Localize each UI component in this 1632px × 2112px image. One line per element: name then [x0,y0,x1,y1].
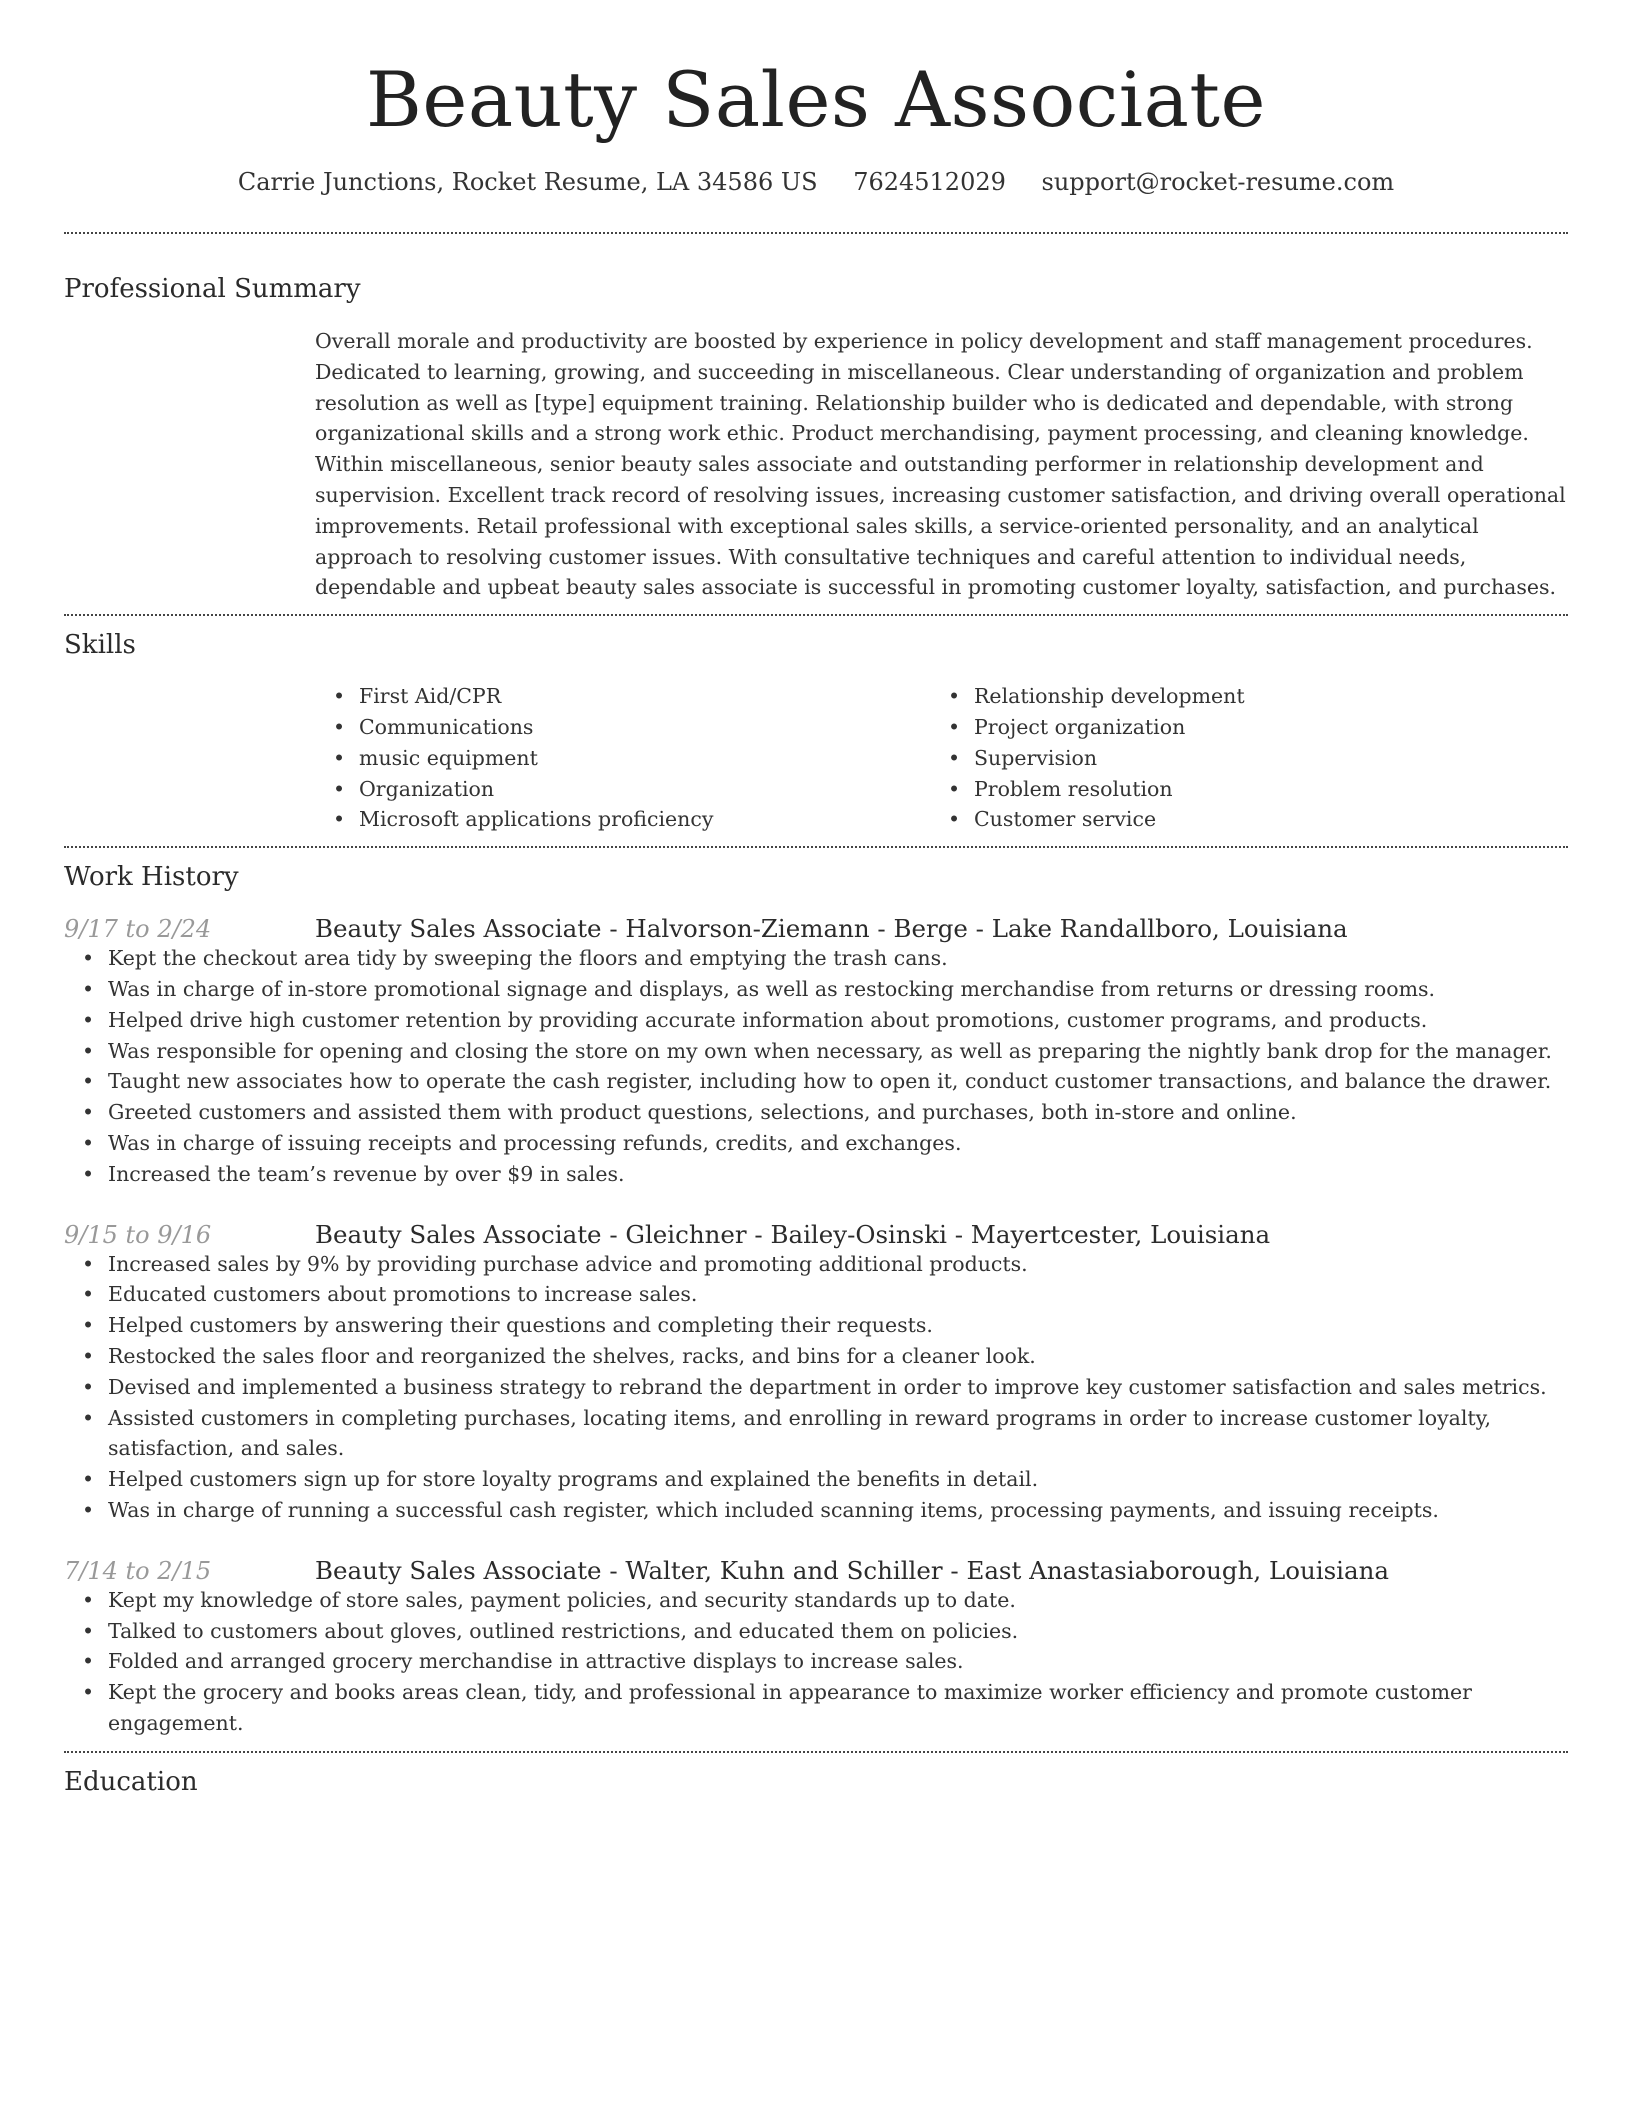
job-entry [64,1556,1568,1739]
job-duty-item: • Restocked the sales floor and reorganized the shelves, racks, and bins for a cleaner look. [64,1341,1568,1372]
skill-item: • music equipment [315,743,930,774]
job-duty-item: • Kept the grocery and books areas clean, tidy, and professional in appearance to maximize worker efficiency and promote customer engagement. [64,1677,1568,1739]
skill-item: • Customer service [930,804,1545,835]
contact-phone: 7624512029 [853,168,1006,196]
skills-section [315,681,1568,835]
job-duty-item: • Folded and arranged grocery merchandise in attractive displays to increase sales. [64,1646,1568,1677]
job-duty-item: • Talked to customers about gloves, outlined restrictions, and educated them on policies. [64,1616,1568,1647]
skill-item: • First Aid/CPR [315,681,930,712]
section-divider [64,232,1568,234]
job-duties-list [64,943,1568,1189]
section-divider [64,846,1568,848]
job-duty-item: • Taught new associates how to operate the cash register, including how to open it, conduct customer transactions, and balance the drawer. [64,1066,1568,1097]
education-section-title: Education [64,1766,198,1797]
job-dates: 9/15 to 9/16 [64,1220,212,1249]
job-duty-item: • Was in charge of issuing receipts and processing refunds, credits, and exchanges. [64,1128,1568,1159]
skill-item: • Problem resolution [930,774,1545,805]
job-entry [64,914,1568,1189]
summary-section [315,326,1568,603]
job-duty-item: • Devised and implemented a business strategy to rebrand the department in order to improve key customer satisfaction and sales metrics. [64,1372,1568,1403]
skill-item: • Supervision [930,743,1545,774]
job-duties-list [64,1249,1568,1526]
contact-email: support@rocket-resume.com [1041,168,1395,196]
job-title: Beauty Sales Associate - Gleichner - Bailey-Osinski - Mayertcester, Louisiana [315,1219,1271,1249]
work-section-title: Work History [64,862,239,893]
skill-item: • Project organization [930,712,1545,743]
job-duty-item: • Educated customers about promotions to increase sales. [64,1279,1568,1310]
job-duty-item: • Kept the checkout area tidy by sweeping the floors and emptying the trash cans. [64,943,1568,974]
job-header [64,1220,1568,1249]
skill-item: • Organization [315,774,930,805]
job-duty-item: • Helped customers by answering their questions and completing their requests. [64,1310,1568,1341]
section-divider [64,1751,1568,1753]
job-duty-item: • Was in charge of in-store promotional signage and displays, as well as restocking merchandise from returns or dressing rooms. [64,974,1568,1005]
resume-page [64,0,1568,2112]
summary-section-title: Professional Summary [64,274,361,304]
skill-item: • Relationship development [930,681,1545,712]
job-duty-item: • Greeted customers and assisted them with product questions, selections, and purchases, both in-store and online. [64,1097,1568,1128]
section-divider [64,614,1568,616]
skill-item: • Communications [315,712,930,743]
job-duty-item: • Increased sales by 9% by providing purchase advice and promoting additional products. [64,1249,1568,1280]
contact-line [64,166,1568,198]
skills-list-left [315,681,930,835]
contact-address: Carrie Junctions, Rocket Resume, LA 34586 US [237,168,818,196]
job-entry [64,1220,1568,1526]
job-duty-item: • Was in charge of running a successful cash register, which included scanning items, processing payments, and issuing receipts. [64,1495,1568,1526]
skills-list-right [930,681,1545,835]
job-duty-item: • Increased the team’s revenue by over $9 in sales. [64,1159,1568,1190]
job-duty-item: • Was responsible for opening and closing the store on my own when necessary, as well as preparing the nightly bank drop for the manager. [64,1036,1568,1067]
job-title: Beauty Sales Associate - Halvorson-Ziemann - Berge - Lake Randallboro, Louisiana [315,914,1348,944]
skills-section-title: Skills [64,630,136,661]
job-duty-item: • Assisted customers in completing purchases, locating items, and enrolling in reward programs in order to increase customer loyalty, satisfaction, and sales. [64,1403,1568,1465]
job-duty-item: • Helped customers sign up for store loyalty programs and explained the benefits in detail. [64,1464,1568,1495]
job-dates: 7/14 to 2/15 [64,1556,212,1585]
job-duty-item: • Kept my knowledge of store sales, payment policies, and security standards up to date. [64,1585,1568,1616]
job-duties-list [64,1585,1568,1739]
job-duty-item: • Helped drive high customer retention by providing accurate information about promotions, customer programs, and products. [64,1005,1568,1036]
resume-name-heading: Beauty Sales Associate [366,55,1266,144]
job-dates: 9/17 to 2/24 [64,915,212,944]
summary-text: Overall morale and productivity are boosted by experience in policy development and staff management procedures. Dedicated to learning, growing, and succeeding in miscellaneous. Clear understanding of organization and problem resolution as well as [type] equipment training. Relationship builder who is dedicated and dependable, with strong organizational skills and a strong work ethic. Product merchandising, payment processing, and cleaning knowledge. Within miscellaneous, senior beauty sales associate and outstanding performer in relationship development and supervision. Excellent track record of resolving issues, increasing customer satisfaction, and driving overall operational improvements. Retail professional with exceptional sales skills, a service-oriented personality, and an analytical approach to resolving customer issues. With consultative techniques and careful attention to individual needs, dependable and upbeat beauty sales associate is successful in promoting customer loyalty, satisfaction, and purchases. [315,329,1566,600]
skill-item: • Microsoft applications proficiency [315,804,930,835]
job-title: Beauty Sales Associate - Walter, Kuhn and Schiller - East Anastasiaborough, Louisiana [315,1555,1390,1585]
job-header [64,914,1568,943]
job-header [64,1556,1568,1585]
